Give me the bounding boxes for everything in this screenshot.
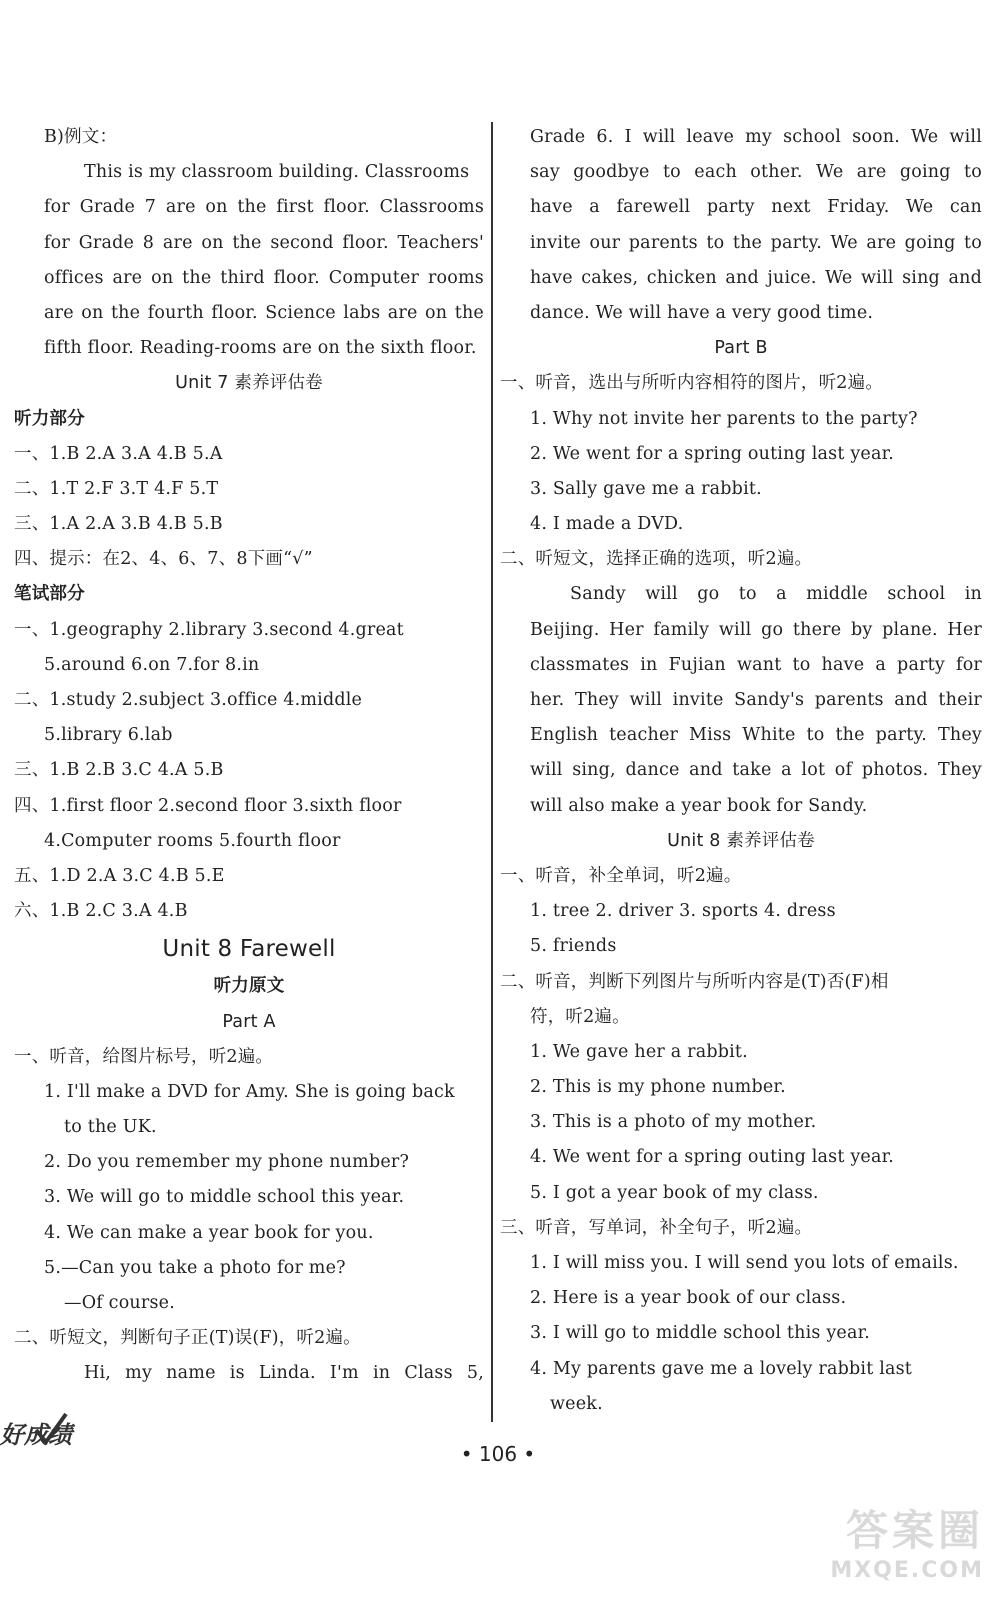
brand-logo: 好成绩 xyxy=(0,1421,72,1449)
text-line: 4. I made a DVD. xyxy=(530,514,684,535)
text-line: 1. Why not invite her parents to the party? xyxy=(530,408,918,429)
text-line: 4. We went for a spring outing last year. xyxy=(530,1147,895,1168)
text-line: are on the fourth floor. Science labs are on the xyxy=(44,302,484,323)
text-line: her. They will invite Sandy's parents and their xyxy=(530,690,982,710)
text-line: 4. We can make a year book for you. xyxy=(44,1222,374,1243)
text-line: 4.Computer rooms 5.fourth floor xyxy=(44,830,341,851)
text-line: will sing, dance and take a lot of photos. They xyxy=(530,760,982,781)
text-line: have a farewell party next Friday. We can xyxy=(530,197,982,218)
text-line: 六、1.B 2.C 3.A 4.B xyxy=(14,901,188,922)
text-line: to the UK. xyxy=(64,1117,157,1138)
page-number: • 106 • xyxy=(460,1442,536,1466)
text-line: 一、听音，给图片标号，听2遍。 xyxy=(14,1046,274,1067)
text-line: dance. We will have a very good time. xyxy=(530,302,874,323)
text-line: 三、听音，写单词，补全句子，听2遍。 xyxy=(500,1217,813,1238)
text-line: 二、听短文，选择正确的选项，听2遍。 xyxy=(500,549,813,570)
text-line: Grade 6. I will leave my school soon. We will xyxy=(530,127,982,147)
watermark xyxy=(830,1498,984,1583)
text-line: 3. Sally gave me a rabbit. xyxy=(530,478,762,499)
left-column xyxy=(14,120,484,1392)
text-line: Beijing. Her family will go there by plane. Her xyxy=(530,619,982,640)
text-line: 5. I got a year book of my class. xyxy=(530,1182,819,1203)
text-line: 五、1.D 2.A 3.C 4.B 5.E xyxy=(14,865,225,886)
text-line: 5.—Can you take a photo for me? xyxy=(44,1257,346,1278)
text-line: 3. I will go to middle school this year. xyxy=(530,1323,871,1344)
text-line: 听力原文 xyxy=(213,976,285,997)
text-line: 2. We went for a spring outing last year. xyxy=(530,443,895,464)
checkmark-icon xyxy=(34,1412,68,1446)
column-divider xyxy=(491,122,493,1422)
text-line: 符，听2遍。 xyxy=(530,1006,630,1027)
text-line: —Of course. xyxy=(64,1293,175,1313)
text-line: 一、听音，补全单词，听2遍。 xyxy=(500,865,742,886)
text-line: 4. My parents gave me a lovely rabbit last xyxy=(530,1358,913,1379)
text-line: offices are on the third floor. Computer rooms xyxy=(44,267,484,288)
text-line: Sandy will go to a middle school in xyxy=(570,584,982,605)
text-line: will also make a year book for Sandy. xyxy=(530,795,868,816)
right-column xyxy=(500,120,982,1422)
text-line: classmates in Fujian want to have a party for xyxy=(530,654,982,675)
text-line: 听力部分 xyxy=(14,408,85,429)
text-line: This is my classroom building. Classrooms xyxy=(84,162,470,183)
text-line: fifth floor. Reading-rooms are on the sixth floor. xyxy=(44,338,477,359)
text-line: 1. I will miss you. I will send you lots of emails. xyxy=(530,1253,959,1273)
text-line: 1. tree 2. driver 3. sports 4. dress xyxy=(530,901,836,922)
text-line: 四、提示：在2、4、6、7、8下画“√” xyxy=(14,549,313,570)
text-line: Unit 8 Farewell xyxy=(162,936,336,963)
text-line: Unit 7 素养评估卷 xyxy=(175,373,323,394)
text-line: 一、听音，选出与所听内容相符的图片，听2遍。 xyxy=(500,373,884,394)
text-line: say goodbye to each other. We are going to xyxy=(530,162,982,183)
text-line: have cakes, chicken and juice. We will sing and xyxy=(530,267,982,288)
text-line: Part B xyxy=(714,338,768,359)
text-line: Part A xyxy=(222,1011,276,1032)
text-line: 1. I'll make a DVD for Amy. She is going back xyxy=(44,1081,455,1102)
text-line: 二、1.study 2.subject 3.office 4.middle xyxy=(14,690,363,710)
text-line: 5.library 6.lab xyxy=(44,725,173,746)
text-line: 一、1.geography 2.library 3.second 4.great xyxy=(14,619,404,640)
text-line: 四、1.first floor 2.second floor 3.sixth floor xyxy=(14,795,402,816)
text-line: 二、听音，判断下列图片与所听内容是(T)否(F)相 xyxy=(500,971,889,992)
text-line: 一、1.B 2.A 3.A 4.B 5.A xyxy=(14,443,223,464)
text-line: 2. Do you remember my phone number? xyxy=(44,1152,410,1173)
text-line: for Grade 7 are on the first floor. Classrooms xyxy=(44,197,484,218)
text-line: 2. This is my phone number. xyxy=(530,1077,786,1098)
text-line: 5.around 6.on 7.for 8.in xyxy=(44,654,260,675)
text-line: week. xyxy=(550,1393,603,1414)
text-line: English teacher Miss White to the party. They xyxy=(530,725,982,746)
text-line: 3. We will go to middle school this year. xyxy=(44,1187,405,1208)
text-line: 三、1.B 2.B 3.C 4.A 5.B xyxy=(14,760,224,781)
text-line: for Grade 8 are on the second floor. Teachers' xyxy=(44,232,484,253)
watermark-title: 答案圈 xyxy=(845,1506,984,1555)
text-line: 2. Here is a year book of our class. xyxy=(530,1288,847,1309)
text-line: 3. This is a photo of my mother. xyxy=(530,1112,817,1133)
text-line: 三、1.A 2.A 3.B 4.B 5.B xyxy=(14,514,223,535)
text-line: 笔试部分 xyxy=(14,584,85,605)
watermark-url: MXQE.COM xyxy=(830,1558,984,1583)
text-line: 1. We gave her a rabbit. xyxy=(530,1041,748,1062)
text-line: Unit 8 素养评估卷 xyxy=(667,830,815,851)
text-line: 5. friends xyxy=(530,936,617,957)
text-line: 二、1.T 2.F 3.T 4.F 5.T xyxy=(14,478,219,499)
text-line: invite our parents to the party. We are going to xyxy=(530,232,982,253)
text-line: B)例文： xyxy=(44,127,118,147)
text-line: Hi, my name is Linda. I'm in Class 5, xyxy=(84,1363,484,1384)
text-line: 二、听短文，判断句子正(T)误(F)，听2遍。 xyxy=(14,1328,361,1349)
